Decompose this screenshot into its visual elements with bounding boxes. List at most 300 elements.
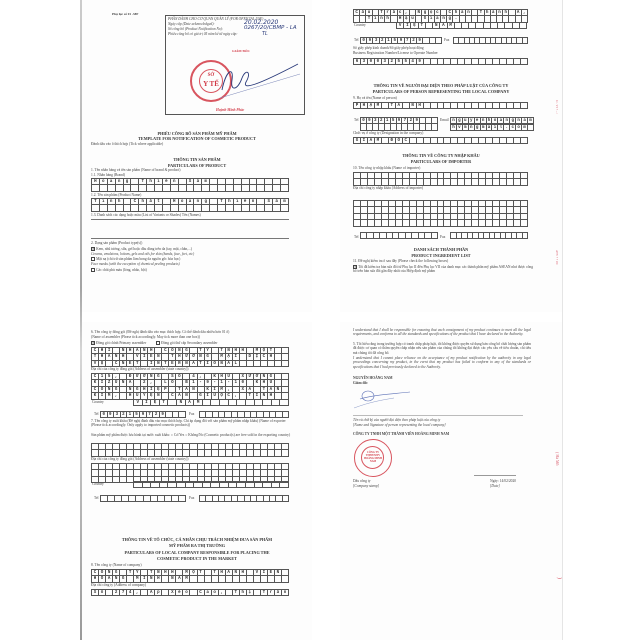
- declaration-para-1: I understand that I shall be responsible for ensuring that each consignment of my product continues to meet all the legal requirements, and conforms to all the standards and specifications of the product that I have declared to the Authority.: [353, 328, 531, 337]
- char-cell: [210, 205, 218, 211]
- char-cell: [396, 179, 403, 185]
- q6-label-vi: 6. Tên công ty đóng gói (Đề nghị đánh dấu vào mục thích hợp. Có thể đánh dấu nhiều hơn 01 ô): [91, 330, 230, 334]
- char-cell: À: [106, 576, 113, 582]
- fax-field[interactable]: [199, 411, 289, 418]
- char-cell: ,: [522, 10, 528, 16]
- char-cell: T: [212, 570, 219, 576]
- char-cell: [234, 185, 242, 191]
- char-cell: T: [169, 354, 176, 360]
- section-rep-en: PARTICULARS OF PERSON REPRESENTING THE LOCAL COMPANY: [372, 89, 510, 94]
- char-cell: n: [171, 179, 179, 185]
- char-cell: H: [240, 348, 247, 354]
- char-cell: 5: [403, 59, 410, 65]
- q2-label: 2. Dạng sản phẩm (Product type(s)): [91, 241, 143, 245]
- char-cell: m: [463, 125, 469, 131]
- char-cell: [101, 496, 108, 502]
- char-cell: [160, 482, 169, 488]
- char-cell: [375, 220, 382, 226]
- char-cell: Ở: [254, 374, 261, 380]
- signer-name: NGUYỄN HOÀNG NAM: [353, 376, 393, 380]
- char-cell: Ư: [134, 374, 141, 380]
- section-local-en-2: COSMETIC PRODUCT IN THE MARKET: [157, 556, 237, 561]
- importer-address-label: Địa chỉ công ty nhập khẩu (Address of importer): [353, 186, 424, 190]
- char-cell: [438, 220, 445, 226]
- char-cell: [444, 138, 451, 144]
- char-cell: ẻ: [176, 590, 183, 596]
- char-cell: M: [254, 348, 261, 354]
- char-cell: [368, 179, 375, 185]
- char-cell: Ạ: [368, 103, 375, 109]
- char-cell: ,: [113, 393, 120, 399]
- char-cell: T: [162, 361, 169, 367]
- char-cell: o: [516, 125, 522, 131]
- char-cell: g: [422, 10, 428, 16]
- char-cell: [493, 220, 500, 226]
- tel-field[interactable]: [360, 37, 442, 44]
- char-cell: N: [113, 576, 120, 582]
- char-cell: n: [504, 118, 510, 124]
- char-cell: G: [120, 576, 127, 582]
- char-cell: Â: [183, 387, 190, 393]
- company-name-field[interactable]: [91, 569, 289, 583]
- char-cell: E: [127, 361, 134, 367]
- char-cell: N: [113, 354, 120, 360]
- char-cell: [431, 179, 438, 185]
- char-cell: n: [116, 179, 124, 185]
- char-cell: [514, 179, 521, 185]
- char-cell: [486, 179, 493, 185]
- char-cell: G: [134, 387, 141, 393]
- char-cell: K: [212, 374, 219, 380]
- q11-checkbox[interactable]: ✕: [354, 265, 357, 270]
- char-cell: 1: [386, 38, 392, 44]
- char-cell: T: [379, 10, 385, 16]
- char-cell: 7: [147, 412, 154, 418]
- char-cell: [458, 59, 465, 65]
- char-cell: S: [92, 590, 99, 596]
- char-cell: [141, 450, 148, 456]
- char-cell: [431, 220, 438, 226]
- char-cell: [265, 185, 273, 191]
- char-cell: Á: [134, 348, 141, 354]
- char-cell: [472, 220, 479, 226]
- char-cell: U: [212, 393, 219, 399]
- char-cell: H: [171, 199, 179, 205]
- char-cell: 9: [398, 38, 404, 44]
- tick-note: Đánh dấu vào ô thích hợp (Tick where applicable): [91, 142, 164, 146]
- char-cell: N: [198, 354, 205, 360]
- char-cell: [273, 205, 281, 211]
- char-cell: h: [451, 125, 457, 131]
- char-cell: [500, 138, 507, 144]
- char-cell: [218, 205, 226, 211]
- char-cell: [134, 450, 141, 456]
- char-cell: -: [226, 380, 233, 386]
- char-cell: [100, 205, 108, 211]
- char-cell: 4: [190, 374, 197, 380]
- char-cell: [254, 590, 261, 596]
- char-cell: [194, 482, 203, 488]
- char-cell: ,: [404, 10, 410, 16]
- char-cell: T: [219, 348, 226, 354]
- stamp-top-text: SỞ: [207, 73, 215, 78]
- char-cell: [523, 38, 528, 44]
- rep-tel-label: Tel: [354, 118, 359, 122]
- q1-1-label: 1.1. Nhãn hàng (Brand): [91, 173, 126, 177]
- char-cell: C: [92, 374, 99, 380]
- char-cell: [263, 400, 272, 406]
- char-cell: N: [155, 361, 162, 367]
- char-cell: [275, 450, 282, 456]
- designation-field[interactable]: [353, 137, 528, 144]
- license-field[interactable]: [353, 58, 528, 65]
- char-cell: T: [92, 199, 100, 205]
- importer-tel-field[interactable]: [360, 232, 438, 239]
- char-cell: [514, 138, 521, 144]
- char-cell: [520, 23, 527, 29]
- importer-fax-field[interactable]: [450, 232, 528, 239]
- country-field[interactable]: [396, 22, 527, 29]
- char-cell: X: [169, 590, 176, 596]
- char-cell: A: [190, 361, 197, 367]
- char-cell: [171, 205, 179, 211]
- char-cell: Ệ: [155, 387, 162, 393]
- section-importer-en: PARTICULARS OF IMPORTER: [410, 159, 472, 164]
- char-cell: A: [127, 380, 134, 386]
- char-cell: á: [460, 10, 466, 16]
- char-cell: .: [504, 125, 510, 131]
- char-cell: [282, 450, 289, 456]
- char-cell: n: [516, 118, 522, 124]
- char-cell: [458, 179, 465, 185]
- char-cell: [205, 576, 212, 582]
- assembler-address-field[interactable]: [91, 373, 289, 400]
- char-cell: [382, 103, 389, 109]
- char-cell: [528, 125, 534, 131]
- char-cell: [187, 185, 195, 191]
- country-field[interactable]: [133, 399, 289, 406]
- char-cell: [472, 103, 479, 109]
- email-field-line2[interactable]: [450, 124, 534, 131]
- char-cell: T: [160, 400, 169, 406]
- char-cell: Y: [141, 393, 148, 399]
- char-cell: Y: [134, 570, 141, 576]
- char-cell: G: [268, 374, 275, 380]
- char-cell: [444, 59, 451, 65]
- char-cell: [375, 179, 382, 185]
- fax-field[interactable]: [453, 37, 528, 44]
- side-seal-arc: ): [556, 577, 562, 579]
- char-cell: L: [233, 361, 240, 367]
- char-cell: [281, 185, 289, 191]
- char-cell: 0: [361, 38, 367, 44]
- date-label: Ngày: 14/02/2020: [490, 479, 517, 483]
- type-checkbox-2[interactable]: [91, 268, 95, 272]
- char-cell: O: [212, 361, 219, 367]
- company-stamp: [354, 439, 392, 477]
- char-cell: [247, 361, 254, 367]
- char-cell: [158, 496, 165, 502]
- char-cell: [491, 23, 498, 29]
- char-cell: I: [212, 387, 219, 393]
- char-cell: [507, 220, 514, 226]
- char-cell: n: [108, 199, 116, 205]
- company-name-heading: CÔNG TY TNHH MỘT THÀNH VIÊN HOÀNG MINH NAM: [353, 432, 450, 436]
- char-cell: S: [187, 179, 195, 185]
- char-cell: [179, 185, 187, 191]
- variants-line: [91, 219, 289, 220]
- primary-assembler-label: Đóng gói chính Primary assembler: [96, 341, 147, 345]
- char-cell: [451, 179, 458, 185]
- exporter-country-field[interactable]: [133, 481, 289, 488]
- char-cell: [472, 138, 479, 144]
- char-cell: T: [127, 570, 134, 576]
- char-cell: [155, 185, 163, 191]
- rep-name-field[interactable]: [353, 102, 528, 109]
- declaration-para-5-en: I understand that I cannot place reliance on the acceptance of my product notification by the authority in any legal proceedings concerning my product, in the event that my product has failed to conform to any of the standards or specifications that I had previously declared to the Authority.: [353, 356, 531, 369]
- char-cell: [444, 103, 451, 109]
- char-cell: U: [134, 393, 141, 399]
- address-field[interactable]: [353, 9, 528, 23]
- char-cell: [162, 590, 169, 596]
- char-cell: [242, 205, 250, 211]
- char-cell: N: [127, 387, 134, 393]
- char-cell: h: [487, 118, 493, 124]
- char-cell: 2: [379, 118, 385, 124]
- char-cell: P: [354, 103, 361, 109]
- char-cell: t: [155, 199, 163, 205]
- char-cell: 5: [392, 38, 398, 44]
- char-cell: [507, 59, 514, 65]
- char-cell: [458, 138, 465, 144]
- char-cell: u: [366, 10, 372, 16]
- char-cell: H: [92, 576, 99, 582]
- char-cell: 0: [375, 59, 382, 65]
- page-1: [82, 0, 312, 312]
- char-cell: [190, 576, 197, 582]
- rep-tel-field[interactable]: [360, 117, 438, 131]
- char-cell: [194, 205, 202, 211]
- char-cell: [465, 179, 472, 185]
- char-cell: [410, 179, 417, 185]
- exporter-tel-field[interactable]: [100, 495, 186, 502]
- char-cell: [179, 412, 186, 418]
- char-cell: [162, 576, 169, 582]
- q1-2-label: 1.2. Tên sản phẩm (Product Name): [91, 193, 142, 197]
- notification-no-label: Số công bố (Product Notification No):: [168, 27, 224, 31]
- char-cell: [257, 205, 265, 211]
- char-cell: [382, 220, 389, 226]
- char-cell: N: [141, 348, 148, 354]
- declaration-para-5-vi: 5. Tôi hiểu rằng trong trường hợp có tranh chấp pháp luật, tôi không được quyền sử dụng bản công bố chất lượng sản phẩm đã được cơ quan có thẩm quyền chấp nhận nếu sản phẩm của chúng tôi không đạt được các yêu cầu về tiêu chuẩn, chỉ tiêu mà chúng tôi đã công bố.: [353, 342, 531, 355]
- char-cell: [505, 23, 512, 29]
- char-cell: [257, 185, 265, 191]
- country-label: Country: [92, 400, 104, 404]
- char-cell: I: [148, 361, 155, 367]
- brand-field[interactable]: [91, 178, 289, 192]
- char-cell: [113, 450, 120, 456]
- char-cell: ậ: [404, 16, 410, 22]
- char-cell: [486, 59, 493, 65]
- assembler-name-field[interactable]: [91, 347, 289, 367]
- char-cell: T: [419, 23, 426, 29]
- char-cell: h: [240, 590, 247, 596]
- char-cell: [106, 477, 113, 483]
- char-cell: Ô: [99, 387, 106, 393]
- char-cell: [172, 496, 179, 502]
- char-cell: N: [219, 361, 226, 367]
- exporter-address-label: Địa chỉ của công ty đóng gói (Address of assembler (state country)): [91, 457, 189, 461]
- importer-address-field[interactable]: [353, 200, 528, 227]
- char-cell: ấ: [275, 590, 282, 596]
- char-cell: 9: [397, 118, 403, 124]
- char-cell: [361, 220, 368, 226]
- char-cell: [514, 220, 521, 226]
- char-cell: A: [176, 576, 183, 582]
- char-cell: T: [247, 393, 254, 399]
- stamp-caption-en: [Company stamp]: [353, 484, 380, 488]
- char-cell: [131, 205, 139, 211]
- char-cell: 3: [361, 59, 368, 65]
- section-ingredient-en: PRODUCT INGREDIENT LIST: [411, 253, 471, 258]
- char-cell: [186, 482, 195, 488]
- char-cell: [203, 400, 212, 406]
- signature-line: [353, 415, 523, 416]
- char-cell: [240, 361, 247, 367]
- char-cell: [162, 450, 169, 456]
- section-importer-vi: THÔNG TIN VỀ CÔNG TY NHẬP KHẨU: [402, 153, 480, 158]
- char-cell: [424, 138, 431, 144]
- char-cell: ỉ: [373, 16, 379, 22]
- char-cell: h: [385, 16, 391, 22]
- char-cell: C: [169, 393, 176, 399]
- char-cell: Á: [368, 138, 375, 144]
- exporter-fax-field[interactable]: [199, 495, 289, 502]
- stamp-text: CÔNG TY TNHH MTV HOÀNG MINH NAM: [364, 451, 382, 463]
- char-cell: o: [179, 199, 187, 205]
- char-cell: [507, 179, 514, 185]
- char-cell: [127, 576, 134, 582]
- char-cell: Đ: [389, 138, 396, 144]
- char-cell: 1: [385, 118, 391, 124]
- char-cell: c: [398, 10, 404, 16]
- char-cell: T: [478, 10, 484, 16]
- char-cell: g: [124, 179, 132, 185]
- char-cell: [479, 59, 486, 65]
- char-cell: [424, 103, 431, 109]
- char-cell: I: [205, 361, 212, 367]
- char-cell: K: [92, 380, 99, 386]
- char-cell: I: [141, 576, 148, 582]
- char-cell: M: [219, 354, 226, 360]
- char-cell: [194, 185, 202, 191]
- char-cell: K: [254, 380, 261, 386]
- char-cell: [507, 103, 514, 109]
- char-cell: [273, 185, 281, 191]
- side-margin-note: C/. VI • .../: [555, 100, 559, 114]
- char-cell: N: [190, 387, 197, 393]
- char-cell: [431, 103, 438, 109]
- license-label-vi: Số giấy phép kinh doanh/Số giấy phép hoạt động: [353, 46, 424, 50]
- exporter-name-field[interactable]: [91, 443, 289, 457]
- char-cell: [431, 59, 438, 65]
- char-cell: H: [99, 348, 106, 354]
- char-cell: [261, 361, 268, 367]
- char-cell: [163, 185, 171, 191]
- char-cell: H: [240, 570, 247, 576]
- char-cell: [92, 185, 100, 191]
- char-cell: m: [281, 199, 289, 205]
- char-cell: [272, 482, 281, 488]
- product-name-field[interactable]: [91, 198, 289, 212]
- char-cell: H: [155, 576, 162, 582]
- char-cell: [281, 205, 289, 211]
- char-cell: u: [410, 16, 416, 22]
- char-cell: [479, 138, 486, 144]
- char-cell: [198, 450, 205, 456]
- official-use-title: PHẦN DÀNH CHO CƠ QUAN QUẢN LÝ (FOR OFFICIAL USE): [168, 17, 264, 21]
- char-cell: [246, 400, 255, 406]
- char-cell: Á: [396, 103, 403, 109]
- importer-name-field[interactable]: [353, 172, 528, 186]
- char-cell: [514, 103, 521, 109]
- char-cell: T: [176, 387, 183, 393]
- char-cell: X: [240, 387, 247, 393]
- type-checkbox-0[interactable]: ✕: [92, 247, 95, 252]
- char-cell: 3: [114, 412, 121, 418]
- director-title: GIÁM ĐỐC: [232, 49, 250, 53]
- char-cell: [169, 450, 176, 456]
- char-cell: n: [451, 118, 457, 124]
- q1-label: 1. Tên nhãn hàng và tên sản phẩm (Name of brand & product): [91, 168, 181, 172]
- char-cell: H: [219, 374, 226, 380]
- char-cell: ,: [219, 590, 226, 596]
- tel-field[interactable]: [100, 411, 186, 418]
- char-cell: Ờ: [141, 374, 148, 380]
- char-cell: [500, 59, 507, 65]
- char-cell: i: [155, 179, 163, 185]
- char-cell: [165, 496, 172, 502]
- char-cell: C: [162, 348, 169, 354]
- char-cell: [275, 576, 282, 582]
- type-checkbox-1[interactable]: [91, 257, 95, 261]
- char-cell: u: [463, 118, 469, 124]
- char-cell: [218, 185, 226, 191]
- char-cell: [403, 220, 410, 226]
- char-cell: G: [183, 348, 190, 354]
- primary-assembler-checkbox[interactable]: ✕: [92, 341, 95, 346]
- secondary-assembler-checkbox[interactable]: [156, 341, 160, 345]
- char-cell: 0: [368, 59, 375, 65]
- char-cell: [410, 138, 417, 144]
- char-cell: 2: [113, 590, 120, 596]
- char-cell: N: [261, 374, 268, 380]
- char-cell: [250, 185, 258, 191]
- company-address-field[interactable]: [91, 589, 289, 596]
- char-cell: [246, 482, 255, 488]
- q11-label: 11. Đề nghị kiểm tra ô sau đây (Please check the following boxes): [353, 259, 449, 263]
- char-cell: ,: [233, 393, 240, 399]
- char-cell: [424, 59, 431, 65]
- char-cell: ,: [226, 387, 233, 393]
- page-2: [340, 0, 562, 312]
- char-cell: [465, 59, 472, 65]
- char-cell: c: [510, 125, 516, 131]
- char-cell: 6: [354, 59, 361, 65]
- char-cell: A: [516, 10, 522, 16]
- char-cell: I: [106, 348, 113, 354]
- char-cell: 7: [120, 590, 127, 596]
